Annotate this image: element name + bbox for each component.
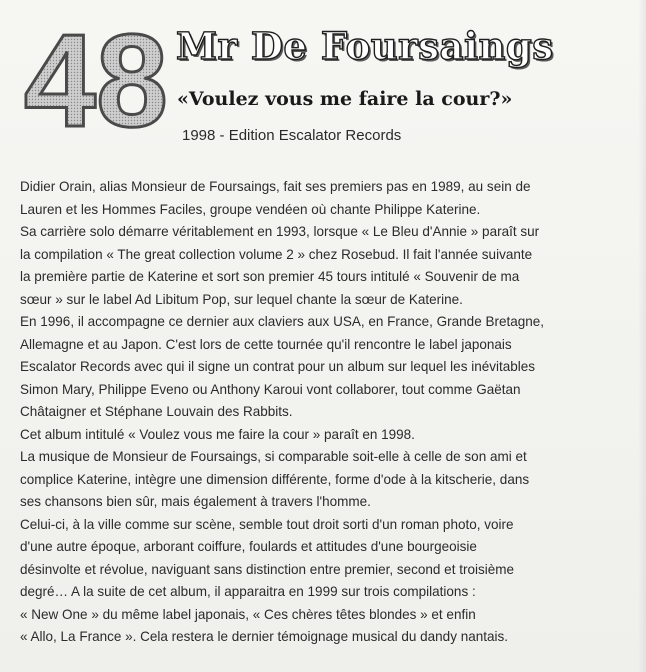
entry-number xyxy=(22,8,172,138)
biography-text xyxy=(20,176,640,649)
text-line: degré… A la suite de cet album, il apparaitra en 1999 sur trois compilations : xyxy=(20,584,476,599)
text-line: Châtaigner et Stéphane Louvain des Rabbits. xyxy=(20,404,293,419)
release-edition: 1998 - Edition Escalator Records xyxy=(182,127,402,144)
text-line: Celui-ci, à la ville comme sur scène, semble tout droit sorti d'un roman photo, voire xyxy=(20,516,514,532)
text-line: Allemagne et au Japon. C'est lors de cette tournée qu'il rencontre le label japonais xyxy=(20,336,512,352)
text-line: Simon Mary, Philippe Eveno ou Anthony Karoui vont collaborer, tout comme Gaëtan xyxy=(20,381,521,397)
text-line: Sa carrière solo démarre véritablement en 1993, lorsque « Le Bleu d'Annie » paraît sur xyxy=(20,224,540,239)
text-line: Didier Orain, alias Monsieur de Foursaings, fait ses premiers pas en 1989, au sein de xyxy=(20,179,531,194)
entry-number-text: 48 xyxy=(24,8,168,138)
text-line: « Allo, La France ». Cela restera le dernier témoignage musical du dandy nantais. xyxy=(20,629,509,644)
text-line: En 1996, il accompagne ce dernier aux claviers aux USA, en France, Grande Bretagne, xyxy=(20,314,545,329)
text-line: Lauren et les Hommes Faciles, groupe vendéen où chante Philippe Katerine. xyxy=(20,201,481,217)
album-title: «Voulez vous me faire la cour?» xyxy=(177,88,513,110)
text-line: Escalator Records avec qui il signe un contrat pour un album sur lequel les inévitables xyxy=(20,359,536,374)
text-line: Cet album intitulé « Voulez vous me faire la cour » paraît en 1998. xyxy=(20,426,415,442)
text-line: la compilation « The great collection volume 2 » chez Rosebud. Il fait l'année suivante xyxy=(20,246,533,262)
text-line: ses chansons bien sûr, mais également à travers l'homme. xyxy=(20,494,371,509)
text-line: d'une autre époque, arborant coiffure, foulards et attitudes d'une bourgeoisie xyxy=(20,539,477,554)
text-line: sœur » sur le label Ad Libitum Pop, sur lequel chante la sœur de Katerine. xyxy=(20,291,463,307)
text-line: la première partie de Katerine et sort son premier 45 tours intitulé « Souvenir de ma xyxy=(20,269,520,284)
text-line: La musique de Monsieur de Foursaings, si comparable soit-elle à celle de son ami et xyxy=(20,449,527,464)
artist-name: Mr De Foursaings xyxy=(176,24,554,68)
text-line: complice Katerine, intègre une dimension différente, forme d'ode à la kitscherie, dans xyxy=(20,471,530,487)
text-line: « New One » du même label japonais, « Ces chères têtes blondes » et enfin xyxy=(20,606,476,622)
text-line: désinvolte et révolue, naviguant sans distinction entre premier, second et troisième xyxy=(20,561,514,577)
